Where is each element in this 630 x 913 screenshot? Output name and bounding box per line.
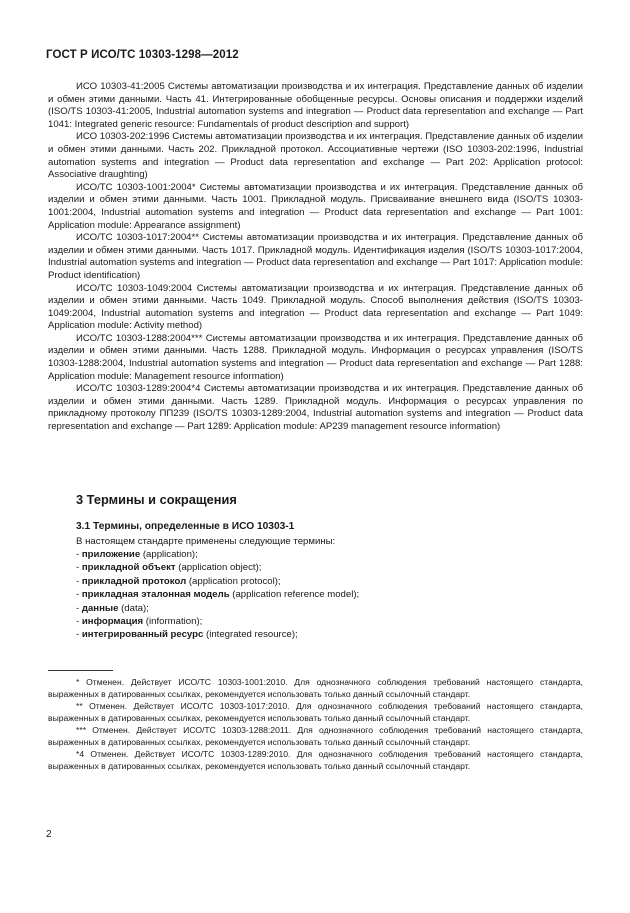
- term-item: [76, 561, 359, 574]
- term-name: приложение: [81, 549, 141, 560]
- term-name: интегрированный ресурс: [81, 629, 204, 641]
- document-header: ГОСТ Р ИСО/ТС 10303-1298—2012: [46, 49, 239, 61]
- term-item: [76, 548, 359, 561]
- term-item: [76, 602, 359, 615]
- footnotes: [48, 677, 583, 773]
- reference-paragraph: ИСО 10303-41:2005 Системы автоматизации производства и их интеграция. Представление данных об изделии и обмен этими данными. Часть 41. Интегрированные обобщенные ресурсы. Основы описания и поддержки изделий (ISO/TS 10303-41:2005, Industrial automation systems and integration — Product data representation and exchange — Part 1041: Integrated generic resource: Fundamentals of product description and support): [48, 81, 583, 130]
- subsection-3-1-heading: 3.1 Термины, определенные в ИСО 10303-1: [76, 521, 295, 532]
- term-prefix: -: [76, 616, 82, 628]
- term-name: прикладной протокол: [81, 575, 187, 587]
- term-english: (application protocol);: [186, 575, 281, 587]
- footnote-divider: [48, 670, 113, 671]
- term-prefix: -: [76, 562, 82, 574]
- footnote: ** Отменен. Действует ИСО/ТС 10303-1017:2010. Для однозначного соблюдения требований настоящего стандарта, выраженных в датированных ссылках, рекомендуется использовать только данный ссылочный стандарт.: [48, 701, 583, 723]
- term-english: (integrated resource);: [203, 629, 298, 641]
- footnote: *4 Отменен. Действует ИСО/ТС 10303-1289:2010. Для однозначного соблюдения требований настоящего стандарта, выраженных в датированных ссылках, рекомендуется использовать только данный ссылочный стандарт.: [48, 749, 583, 771]
- footnote: * Отменен. Действует ИСО/ТС 10303-1001:2010. Для однозначного соблюдения требований настоящего стандарта, выраженных в датированных ссылках, рекомендуется использовать только данный ссылочный стандарт.: [48, 677, 583, 699]
- term-prefix: -: [76, 629, 82, 641]
- page-number: 2: [46, 829, 52, 840]
- term-prefix: -: [76, 575, 82, 587]
- term-prefix: -: [76, 549, 82, 560]
- section-3-heading: 3 Термины и сокращения: [76, 492, 237, 507]
- term-english: (application reference model);: [229, 589, 360, 601]
- footnote: *** Отменен. Действует ИСО/ТС 10303-1288:2011. Для однозначного соблюдения требований настоящего стандарта, выраженных в датированных ссылках, рекомендуется использовать только данный ссылочный стандарт.: [48, 725, 583, 747]
- term-prefix: -: [76, 589, 82, 601]
- term-item: [76, 628, 359, 641]
- term-name: данные: [81, 602, 119, 614]
- term-item: [76, 575, 359, 588]
- term-english: (application object);: [175, 562, 262, 574]
- term-name: информация: [81, 616, 144, 628]
- term-item: [76, 615, 359, 628]
- reference-paragraph: ИСО/ТС 10303-1289:2004*4 Системы автоматизации производства и их интеграция. Представление данных об изделии и обмен этими данными. Часть 1289. Прикладной модуль. Информация о ресурсах управления по прикладному протоколу ПП239 (ISO/TS 10303-1289:2004, Industrial automation systems and integration — Product data representation and exchange — Part 1289: Application module: AP239 management resource information): [48, 383, 583, 433]
- reference-paragraph: ИСО/ТС 10303-1049:2004 Системы автоматизации производства и их интеграция. Представление данных об изделии и обмен этими данными. Часть 1049. Прикладной модуль. Способ выполнения действия (ISO/TS 10303-1049:2004, Industrial automation systems and integration — Product data representation and exchange — Part 1049: Application module: Activity method): [48, 282, 583, 332]
- reference-paragraph: ИСО 10303-202:1996 Системы автоматизации производства и их интеграция. Представление данных об изделии и обмен этими данными. Часть 202. Прикладной протокол. Ассоциативные чертежи (ISO 10303-202:1996, Industrial automation systems and integration — Product data representation and exchange — Part 202: Application protocol: Associative draughting): [48, 131, 583, 181]
- term-prefix: -: [76, 602, 82, 614]
- reference-paragraph: ИСО/ТС 10303-1001:2004* Системы автоматизации производства и их интеграция. Представление данных об изделии и обмен этими данными. Часть 1001. Прикладной модуль. Присваивание внешнего вида (ISO/TS 10303-1001:2004, Industrial automation systems and integration — Product data representation and exchange — Part 1001: Application module: Appearance assignment): [48, 181, 583, 231]
- terms-intro: В настоящем стандарте применены следующие термины:: [76, 536, 336, 547]
- terms-list: [76, 548, 359, 642]
- reference-paragraph: ИСО/ТС 10303-1017:2004** Системы автоматизации производства и их интеграция. Представление данных об изделии и обмен этими данными. Часть 1017. Прикладной модуль. Идентификация изделия (ISO/TS 10303-1017:2004, Industrial automation systems and integration — Product data representation and exchange — Part 1017: Application module: Product identification): [48, 232, 583, 281]
- term-name: прикладной объект: [81, 562, 176, 574]
- term-name: прикладная эталонная модель: [81, 589, 230, 601]
- reference-paragraph: ИСО/ТС 10303-1288:2004*** Системы автоматизации производства и их интеграция. Представление данных об изделии и обмен этими данными. Часть 1288. Прикладной модуль. Информация о ресурсах управления (ISO/TS 10303-1288:2004, Industrial automation systems and integration — Product data representation and exchange — Part 1288: Application module: Management resource information): [48, 332, 583, 382]
- term-item: [76, 588, 359, 601]
- term-english: (information);: [143, 616, 203, 628]
- normative-references: [48, 81, 583, 434]
- term-english: (data);: [118, 602, 149, 614]
- term-english: (application);: [140, 549, 198, 560]
